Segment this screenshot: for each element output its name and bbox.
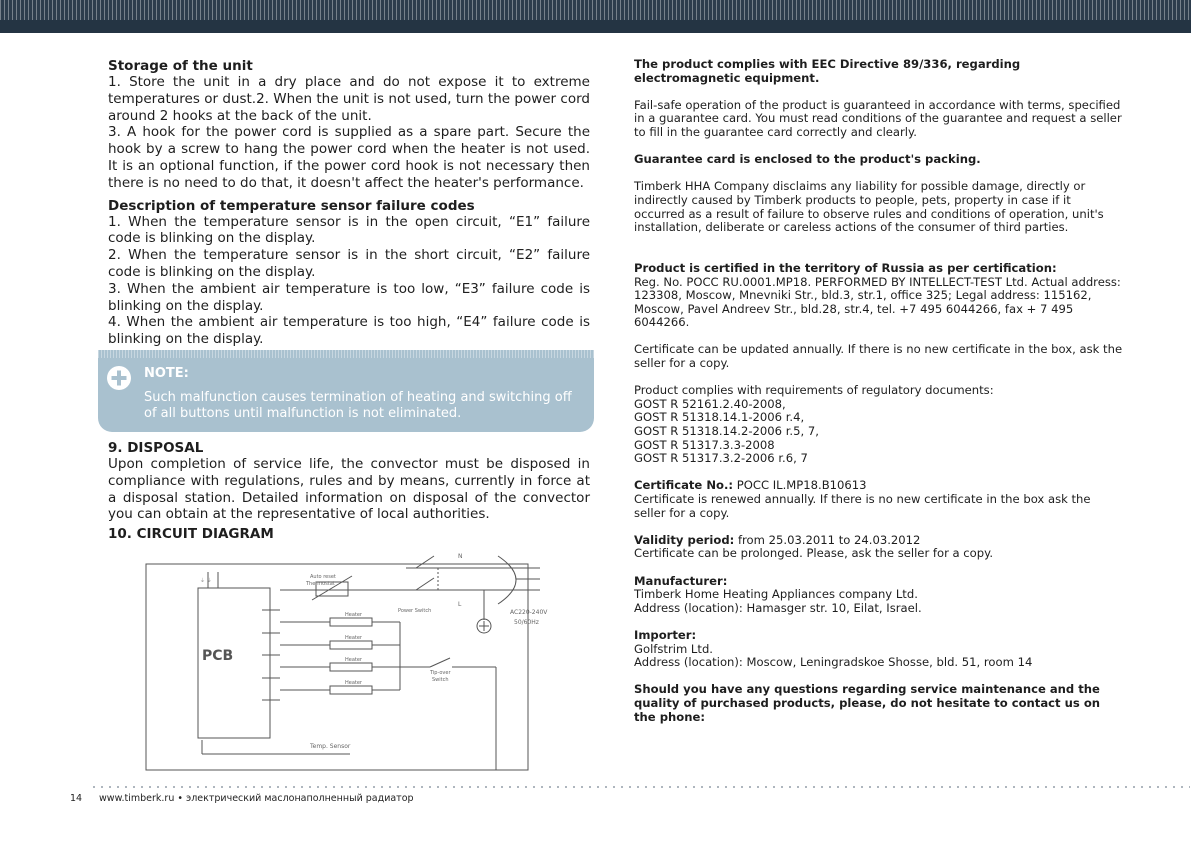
tip-over-label: Tip-over: [430, 670, 451, 676]
importer-name: Golfstrim Ltd.: [634, 641, 713, 656]
note-title: NOTE:: [144, 365, 189, 381]
temp-sensor-label: Temp. Sensor: [310, 743, 351, 750]
certificate-update-text: Certificate can be updated annually. If there is no new certificate in the box, ask the seller for a copy.: [634, 342, 1123, 371]
frequency-label: 50/60Hz: [514, 619, 539, 626]
manufacturer-address: Address (location): Hamasger str. 10, Eilat, Israel.: [634, 600, 922, 615]
importer-label: Importer:: [634, 627, 697, 642]
power-switch-label: Power Switch: [398, 608, 432, 614]
regulatory-doc: GOST R 51318.14.2-2006 r.5, 7,: [634, 424, 819, 439]
storage-paragraph-1: 1. Store the unit in a dry place and do not expose it to extreme temperatures or dust.2. When the unit is not used, turn the power cord around 2 hooks at the back of the unit.: [108, 74, 590, 124]
manufacturer-label: Manufacturer:: [634, 573, 728, 588]
validity-text: Certificate can be prolonged. Please, ask the seller for a copy.: [634, 546, 994, 561]
right-column: [634, 58, 1124, 724]
certificate-renewal-text: Certificate is renewed annually. If there is no new certificate in the box ask the seller for a copy.: [634, 492, 1091, 520]
auto-reset-label: Auto reset: [310, 574, 336, 580]
heater-coil-3: [330, 663, 372, 671]
plug-outline: [498, 556, 516, 604]
voltage-label: AC220-240V: [510, 609, 548, 616]
validity-label: Validity period:: [634, 532, 735, 547]
regulatory-doc: GOST R 51317.3.2-2006 r.6, 7: [634, 451, 808, 466]
switch-label: Switch: [432, 677, 449, 683]
failure-code-4: 4. When the ambient air temperature is too high, “E4” failure code is blinking on the display.: [108, 314, 590, 348]
circuit-diagram-heading: 10. CIRCUIT DIAGRAM: [108, 526, 274, 543]
svg-text:⏚ ⏚: ⏚ ⏚: [200, 578, 212, 584]
regulatory-doc: GOST R 52161.2.40-2008,: [634, 396, 786, 411]
importer-address: Address (location): Moscow, Leningradskoe Shosse, bld. 51, room 14: [634, 655, 1033, 670]
certification-heading: Product is certified in the territory of Russia as per certification:: [634, 260, 1057, 275]
disposal-text: Upon completion of service life, the convector must be disposed in compliance with regulations, rules and by means, currently in force at a disposal station. Detailed information on disposal of the convector you can obtain at the representative of local authorities.: [108, 455, 590, 523]
left-column: [108, 58, 590, 542]
heater-label-3: Heater: [345, 657, 362, 663]
storage-heading: Storage of the unit: [108, 58, 253, 74]
liability-text: Timberk HHA Company disclaims any liability for possible damage, directly or indirectly caused by Timberk products to people, pets, property in case if it occurred as a result of failure to observe rules and conditions of operation, unit's installation, deliberate or careless actions of the consumer of third parties.: [634, 179, 1104, 235]
footer: [70, 793, 414, 804]
plus-circle-icon: [107, 366, 131, 390]
disposal-heading: 9. DISPOSAL: [108, 439, 204, 456]
validity-value: from 25.03.2011 to 24.03.2012: [734, 532, 921, 547]
heater-label-1: Heater: [345, 612, 362, 618]
failure-code-1: 1. When the temperature sensor is in the open circuit, “E1” failure code is blinking on the display.: [108, 213, 590, 247]
storage-paragraph-2: 3. A hook for the power cord is supplied as a spare part. Secure the hook by a screw to hang the power cord when the heater is not used. It is an optional function, if the power cord hook is not necessary then there is no need to do that, it doesn't affect the heater's performance.: [108, 124, 590, 191]
live-label: L: [458, 601, 462, 608]
note-text: Such malfunction causes termination of heating and switching off of all buttons until malfunction is not eliminated.: [144, 389, 572, 421]
certificate-number-line: [634, 479, 1124, 493]
validity-line: [634, 534, 1124, 548]
failure-code-2: 2. When the temperature sensor is in the short circuit, “E2” failure code is blinking on the display.: [108, 247, 590, 280]
manufacturer-name: Timberk Home Heating Appliances company Ltd.: [634, 587, 918, 602]
thermostat-label: Thermostat: [306, 581, 335, 587]
heater-coil-4: [330, 686, 372, 694]
regulatory-doc: GOST R 51318.14.1-2006 r.4,: [634, 410, 805, 425]
regulatory-intro: Product complies with requirements of regulatory documents:: [634, 383, 994, 398]
neutral-label: N: [458, 553, 463, 560]
failure-codes-heading: Description of temperature sensor failure codes: [108, 197, 475, 214]
heater-label-2: Heater: [345, 635, 362, 641]
certificate-number-label: Certificate No.:: [634, 478, 734, 493]
top-banner: [0, 0, 1191, 33]
certification-text: Reg. No. POCC RU.0001.MP18. PERFORMED BY INTELLECT-TEST Ltd. Actual address: 123308, Moscow, Mnevniki Str., bld.3, str.1, office 325; Legal address: 115162, Moscow, Pavel Andreev Str., bld.28, str.4, tel. +7 495 6044266, fax + 7 495 6044266.: [634, 274, 1121, 330]
page-number: 14: [70, 793, 83, 804]
guarantee-card-note: Guarantee card is enclosed to the product's packing.: [634, 152, 981, 167]
certificate-number-value: POCC IL.MP18.B10613: [733, 478, 867, 493]
circuit-diagram: [140, 550, 548, 775]
heater-coil-2: [330, 641, 372, 649]
failsafe-text: Fail-safe operation of the product is guaranteed in accordance with terms, specified in a guarantee card. You must read conditions of the guarantee and request a seller to fill in the guarantee card correctly and clearly.: [634, 97, 1122, 139]
pcb-label: PCB: [202, 648, 234, 664]
footer-text: www.timberk.ru • электрический маслонаполненный радиатор: [99, 793, 414, 804]
failure-code-3: 3. When the ambient air temperature is too low, “E3” failure code is blinking on the display.: [108, 280, 590, 314]
heater-label-4: Heater: [345, 680, 362, 686]
note-box: [98, 350, 594, 432]
heater-coil-1: [330, 618, 372, 626]
eec-directive: The product complies with EEC Directive 89/336, regarding electromagnetic equipment.: [634, 57, 1021, 85]
closing-text: Should you have any questions regarding service maintenance and the quality of purchased products, please, do not hesitate to contact us on the phone:: [634, 682, 1101, 724]
regulatory-doc: GOST R 51317.3.3-2008: [634, 437, 775, 452]
footer-divider: [90, 786, 1190, 788]
